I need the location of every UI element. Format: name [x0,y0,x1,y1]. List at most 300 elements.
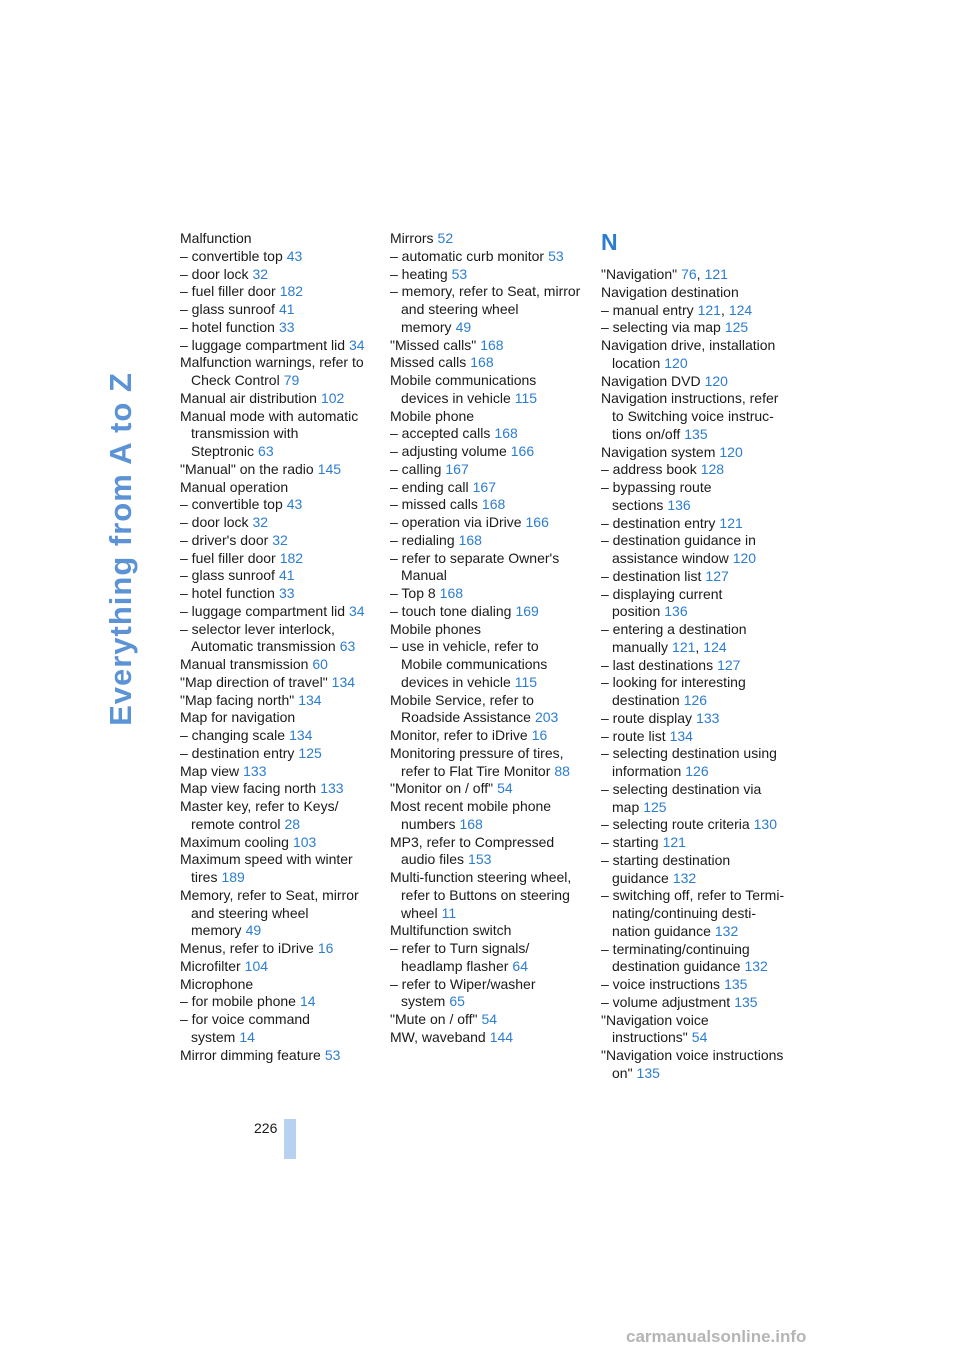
index-entry-label: – destination guidance in assistance window [601,532,756,566]
index-entry-label: – starting destination guidance [601,851,731,886]
index-entry-label: Maximum speed with winter tires [180,851,353,885]
page-reference-link[interactable]: 32 [272,531,288,548]
index-entry-label: – missed calls [390,496,478,513]
page-reference-link[interactable]: 125 [724,319,749,336]
index-entry [601,887,793,940]
index-entry [390,337,582,355]
page-reference-link[interactable]: 125 [643,798,667,815]
index-entry-label: Manual operation [180,478,289,495]
index-entry [601,657,793,675]
index-entry [390,372,582,408]
index-entry-label: – door lock [180,265,249,282]
page-marker-bar [284,1119,296,1159]
index-entry [390,922,582,940]
index-entry [390,621,582,639]
index-entry [390,408,582,426]
page-reference-link[interactable]: 124 [728,301,753,318]
index-entry-label: – fuel filler door [180,283,276,300]
page-reference-link[interactable]: 41 [278,301,295,317]
index-entry-label: Mobile Service, refer to Roadside Assistance [390,691,534,726]
index-entry-label: – looking for interesting destination [601,674,746,708]
index-entry-label: – driver's door [180,531,269,548]
index-entry [390,692,582,728]
index-entry [180,656,370,674]
index-entry [180,1047,370,1065]
index-entry-label: – volume adjustment [601,993,731,1010]
page-reference-link[interactable]: 168 [439,585,464,601]
index-entry-label: "Manual" on the radio [180,460,314,477]
index-entry [180,319,370,337]
side-title-text: Everything from A to Z [103,372,138,726]
page-reference-link[interactable]: 134 [669,727,693,744]
index-entry-label: – starting [601,834,659,850]
page-reference-link[interactable]: 32 [252,265,269,282]
index-entry [390,834,582,870]
watermark: carmanualsonline.info [626,1327,807,1346]
page-reference-link[interactable]: 115 [514,673,538,690]
index-entry-label: – memory, refer to Seat, mirror and steering wheel memory [390,283,581,335]
page-reference-link[interactable]: 34 [349,336,365,353]
index-entry-label: Mobile phones [390,620,482,637]
page-reference-link[interactable]: 203 [534,709,559,726]
index-entry-label: MP3, refer to Compressed audio files [390,833,555,868]
page-reference-link[interactable]: 120 [704,372,728,389]
index-entry [390,354,582,372]
index-entry-label: – entering a destination manually [601,621,747,655]
index-entry [180,301,370,319]
index-entry-label: – destination entry [180,744,295,761]
index-entry-label: – operation via iDrive [390,514,522,530]
index-entry-label: Multi-function steering wheel, refer to Buttons on steering wheel [390,869,572,921]
index-entry [180,514,370,532]
index-entry-label: Map view [180,762,240,779]
index-entry-label: Memory, refer to Seat, mirror and steering wheel memory [180,886,359,939]
index-entry-label: – touch tone dialing [390,602,512,619]
index-entry-label: Microphone [180,975,254,992]
page-reference-link[interactable]: 102 [320,389,345,406]
index-entry-label: – adjusting volume [390,443,507,459]
page-reference-link[interactable]: 127 [705,567,729,584]
index-entry-label: – hotel function [180,318,275,335]
index-entry-label: "Map facing north" [180,691,295,708]
page-reference-link[interactable]: 14 [299,993,316,1010]
page-reference-link[interactable]: 104 [244,957,269,974]
index-entry [390,514,582,532]
index-entry [390,496,582,514]
index-entry-label: – voice instructions [601,976,721,992]
index-entry-label: "Monitor on / off" [390,780,494,797]
index-entry [180,745,370,763]
index-entry [601,834,793,852]
index-entry [601,1012,793,1048]
page-reference-link[interactable]: 16 [531,727,548,743]
page-reference-link[interactable]: 126 [683,692,708,708]
page-reference-link[interactable]: 63 [258,443,274,459]
page-reference-link[interactable]: 168 [470,354,494,371]
index-entry-label: Navigation DVD [601,372,701,389]
index-entry-label: Map view facing north [180,780,317,797]
index-entry [601,532,793,568]
index-entry [601,710,793,728]
index-entry [601,941,793,977]
index-entry-label: Manual mode with automatic transmission with Steptronic [180,407,359,459]
index-entry [601,373,793,391]
index-entry [180,993,370,1011]
index-entry [180,709,370,727]
index-entry [601,461,793,479]
page-reference-link[interactable]: 136 [664,603,688,620]
page-reference-link[interactable]: 120 [719,443,743,460]
page-reference-link[interactable]: 121 [704,266,728,282]
page-reference-link[interactable]: 189 [221,869,245,885]
index-entry [601,568,793,586]
page-reference-link[interactable]: 88 [554,762,570,779]
index-entry-label: – refer to separate Owner's Manual [390,549,560,584]
page-reference-link[interactable]: 65 [449,993,465,1010]
index-entry [180,248,370,266]
index-entry-label: – use in vehicle, refer to Mobile communications devices in vehicle [390,638,548,690]
page-reference-link[interactable]: 125 [298,744,322,761]
page-reference-link[interactable]: 130 [753,816,777,833]
index-entry-label: – displaying current position [601,585,723,620]
index-entry-label: – switching off, refer to Termi- nating/continuing desti- nation guidance [601,887,785,939]
index-entry-label: Manual air distribution [180,389,317,406]
index-entry-label: – convertible top [180,247,283,264]
index-entry [390,1029,582,1047]
index-entry-label: – route list [601,727,666,744]
index-entry-label: – changing scale [180,727,286,743]
index-entry [390,532,582,550]
index-entry [601,390,793,443]
index-entry-label: – manual entry [601,301,694,318]
index-entry-label: – glass sunroof [180,567,275,584]
index-entry-label: Missed calls [390,354,467,371]
page-reference-link[interactable]: 124 [703,638,727,655]
index-entry [601,479,793,515]
page-reference-link[interactable]: 32 [252,514,269,530]
index-entry-label: Monitoring pressure of tires, refer to Flat Tire Monitor [390,744,564,779]
index-entry [601,852,793,888]
index-entry-label: Master key, refer to Keys/ remote control [180,798,339,832]
index-entry-label: Most recent mobile phone numbers [390,798,552,832]
index-entry-label: Navigation system [601,443,716,460]
index-entry [180,408,370,461]
index-entry: – manual entry 121, 124 [601,301,753,318]
index-entry [390,745,582,781]
index-entry-label: – selector lever interlock, Automatic transmission [180,620,336,655]
index-entry-label: – destination list [601,567,702,584]
index-entry [601,745,793,781]
index-entry-label: "Mute on / off" [390,1011,478,1027]
index-entry [180,479,370,497]
page-reference-link[interactable]: 133 [243,762,267,779]
index-entry [601,994,793,1012]
index-entry-label: – hotel function [180,585,275,601]
index-entry-label: – terminating/continuing destination guidance [601,940,750,975]
page-reference-link[interactable]: 34 [349,602,365,619]
page-reference-link[interactable]: 168 [459,815,483,832]
page-reference-link[interactable]: 41 [278,567,295,584]
index-entry-label: – last destinations [601,656,714,673]
page-reference-link[interactable]: 53 [451,265,468,282]
index-entry-label: – selecting route criteria [601,816,750,833]
index-entry [390,550,582,586]
index-entry [390,603,582,621]
page-reference-link[interactable]: 54 [691,1029,708,1046]
index-entry-label: Navigation instructions, refer to Switching voice instruc- tions on/off [601,390,779,442]
page-reference-link[interactable]: 121 [697,301,721,318]
page-reference-link[interactable]: 79 [283,372,300,388]
page-reference-link[interactable]: 136 [667,496,691,513]
index-entry-label: – automatic curb monitor [390,247,545,264]
index-entry-label: Malfunction warnings, refer to Check Control [180,354,364,388]
index-entry [601,816,793,834]
index-column-1 [180,230,370,1064]
index-entry-label: "Navigation voice instructions on" [601,1047,784,1081]
page-reference-link[interactable]: 60 [312,656,328,672]
index-column-2 [390,230,582,1047]
index-entry [390,266,582,284]
index-entry [390,248,582,266]
index-entry [180,496,370,514]
index-entry-label: – luggage compartment lid [180,602,345,619]
page-reference-link[interactable]: 132 [744,958,768,975]
index-entry [180,851,370,887]
index-entry [180,567,370,585]
page-reference-link[interactable]: 121 [719,514,743,531]
page-reference-link[interactable]: 135 [724,976,748,992]
page-reference-link[interactable]: 182 [279,549,304,566]
page-reference-link[interactable]: 53 [548,247,564,264]
page-reference-link[interactable]: 134 [298,691,322,708]
page-reference-link[interactable]: 134 [289,727,313,743]
index-entry [180,834,370,852]
index-entry-label: – refer to Turn signals/ headlamp flasher [390,940,530,974]
index-entry [390,479,582,497]
index-entry-label: – glass sunroof [180,301,275,317]
page-reference-link[interactable]: 167 [472,478,496,495]
index-entry [390,283,582,336]
page-reference-link[interactable]: 166 [510,443,535,459]
page-reference-link[interactable]: 11 [441,904,457,921]
index-entry [180,763,370,781]
index-entry-label: Mirrors [390,230,434,246]
page-reference-link[interactable]: 52 [437,230,454,246]
index-entry: "Navigation" 76, 121 [601,266,728,282]
index-entry [390,869,582,922]
index-entry [180,283,370,301]
index-entry [601,284,793,302]
page-reference-link[interactable]: 16 [317,940,334,956]
index-entry-label: – luggage compartment lid [180,336,345,353]
page-reference-link[interactable]: 128 [700,461,725,478]
page-reference-link[interactable]: 33 [278,585,295,601]
page-reference-link[interactable]: 167 [445,460,469,477]
index-entry-label: Manual transmission [180,656,309,672]
index-entry-label: "Map direction of travel" [180,673,328,690]
page-reference-link[interactable]: 135 [734,993,758,1010]
index-entry-label: – bypassing route sections [601,479,712,513]
index-entry [601,319,793,337]
page-reference-link[interactable]: 169 [515,602,539,619]
index-entry-label: Microfilter [180,957,241,974]
page-reference-link[interactable]: 135 [684,425,708,442]
index-entry-label: – selecting destination using information [601,745,777,779]
page-reference-link[interactable]: 49 [455,318,472,335]
index-entry-label: "Navigation voice instructions" [601,1011,709,1046]
page-reference-link[interactable]: 133 [696,709,720,726]
index-entry [180,621,370,657]
index-entry [390,798,582,834]
index-entry-label: Mobile phone [390,407,475,424]
page-reference-link[interactable]: 103 [292,833,317,850]
index-entry [180,354,370,390]
page-reference-link[interactable]: 28 [284,815,301,832]
index-entry-label: – accepted calls [390,425,491,442]
page-reference-link[interactable]: 127 [717,656,741,673]
page-reference-link[interactable]: 168 [494,425,518,442]
index-entry [390,727,582,745]
index-entry-label: – destination entry [601,514,716,531]
page-reference-link[interactable]: 121 [672,638,696,655]
index-entry-label: – selecting destination via map [601,780,762,815]
index-entry [601,781,793,817]
index-entry [390,780,582,798]
index-entry [601,674,793,710]
page-reference-link[interactable]: 153 [468,851,492,868]
index-entry [601,976,793,994]
page-reference-link[interactable]: 54 [497,780,513,797]
page-reference-link[interactable]: 132 [672,869,697,886]
index-entry-label: – door lock [180,514,249,530]
index-entry-label: "Missed calls" [390,336,477,353]
index-entry-label: Navigation drive, installation location [601,337,776,371]
page-reference-link[interactable]: 168 [481,496,506,513]
index-entry-label: Malfunction [180,230,252,246]
page-reference-link[interactable]: 134 [331,673,356,690]
index-entry-label: – Top 8 [390,585,436,601]
page-number: 226 [254,1120,278,1136]
index-entry [601,1047,793,1083]
index-entry [180,1011,370,1047]
index-entry-label: Mobile communications devices in vehicle [390,372,537,406]
page-reference-link[interactable]: 121 [662,834,686,850]
page-reference-link[interactable]: 126 [685,763,709,779]
index-entry-label: – refer to Wiper/washer system [390,975,536,1010]
page-reference-link[interactable]: 133 [320,780,344,797]
index-entry [180,940,370,958]
page-reference-link[interactable]: 168 [480,336,504,353]
index-entry [601,586,793,622]
index-entry-label: Maximum cooling [180,833,289,850]
index-entry [180,674,370,692]
index-entry [180,230,370,248]
page-reference-link[interactable]: 166 [525,514,549,530]
index-entry [180,585,370,603]
page-reference-link[interactable]: 145 [317,460,342,477]
index-entry-label: Monitor, refer to iDrive [390,727,528,743]
index-entry-label: – convertible top [180,496,283,513]
page-reference-link[interactable]: 115 [514,389,538,406]
index-entry-label: – heating [390,265,448,282]
page-reference-link[interactable]: 120 [732,550,757,566]
page-reference-link[interactable]: 43 [286,247,303,264]
index-entry [601,515,793,533]
index-entry: – entering a destination manually 121, 124 [601,621,747,655]
index-entry [390,638,582,691]
index-entry [180,958,370,976]
page-reference-link[interactable]: 144 [489,1028,514,1045]
page-reference-link[interactable]: 43 [286,496,303,513]
index-entry-label: "Navigation" [601,266,678,282]
index-entry-label: Menus, refer to iDrive [180,940,314,956]
page-reference-link[interactable]: 64 [512,957,528,974]
index-entry-label: – fuel filler door [180,549,276,566]
page-reference-link[interactable]: 63 [339,638,356,655]
index-entry [180,692,370,710]
page-reference-link[interactable]: 53 [324,1046,341,1063]
index-entry-label: Mirror dimming feature [180,1046,321,1063]
index-entry-label: Multifunction switch [390,922,512,939]
page-reference-link[interactable]: 49 [245,922,262,939]
index-entry-label: – redialing [390,531,455,548]
index-entry [601,728,793,746]
index-entry [180,550,370,568]
index-column-3 [601,230,793,1083]
index-entry-label: – for voice command system [180,1011,310,1045]
page-reference-link[interactable]: 54 [481,1011,498,1027]
index-entry-label: – calling [390,460,442,477]
index-entry [390,940,582,976]
index-entry [180,461,370,479]
index-entry [180,780,370,798]
page-reference-link[interactable]: 14 [239,1028,255,1045]
index-entry [601,444,793,462]
page-reference-link[interactable]: 168 [458,531,482,548]
index-entry [180,798,370,834]
index-entry [390,443,582,461]
page-reference-link[interactable]: 120 [664,354,688,371]
page-reference-link[interactable]: 182 [279,283,304,300]
index-entry [180,603,370,621]
letter-heading: N [601,229,618,255]
index-entry [601,337,793,373]
index-entry-label: Navigation destination [601,283,739,300]
page-reference-link[interactable]: 135 [636,1064,660,1081]
index-entry [180,266,370,284]
index-entry-label: – ending call [390,478,469,495]
index-entry-label: Map for navigation [180,709,296,726]
index-entry [180,887,370,940]
index-entry-label: – for mobile phone [180,993,296,1010]
index-entry [180,727,370,745]
index-entry [390,230,582,248]
index-entry-label: – route display [601,709,693,726]
index-entry [390,1011,582,1029]
index-entry [180,390,370,408]
index-entry [390,461,582,479]
page-reference-link[interactable]: 76 [681,266,697,282]
page-reference-link[interactable]: 132 [714,922,739,939]
index-entry [390,585,582,603]
index-entry [180,532,370,550]
index-entry [180,976,370,994]
page-reference-link[interactable]: 33 [278,318,295,335]
index-entry-label: MW, waveband [390,1028,486,1045]
index-entry-label: – selecting via map [601,319,721,336]
index-entry [180,337,370,355]
index-entry [390,976,582,1012]
